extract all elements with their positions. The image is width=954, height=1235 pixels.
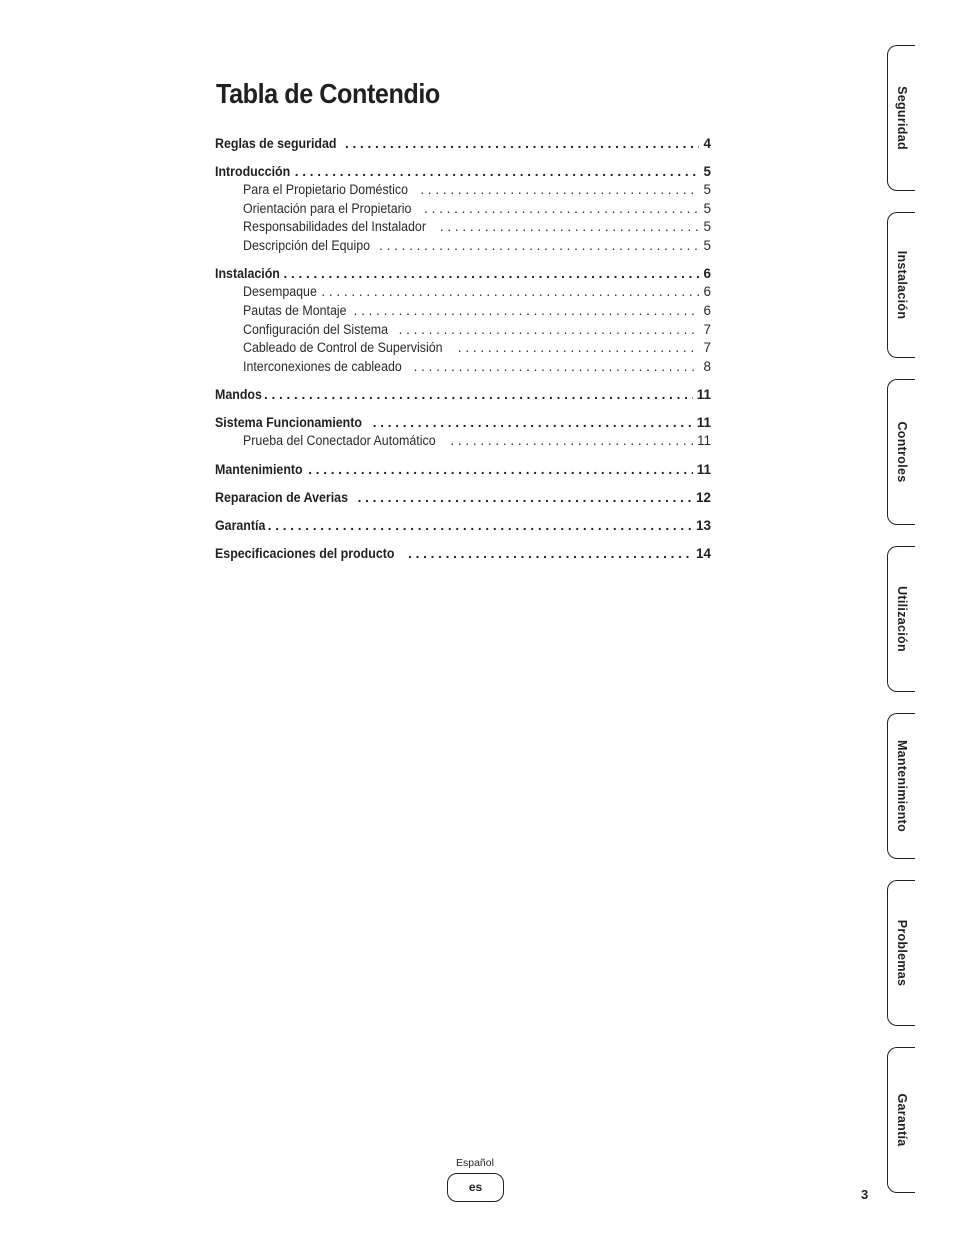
toc-subentry-page: 5 [703, 200, 711, 216]
toc-subentry[interactable] [215, 283, 711, 302]
toc-subentry[interactable] [215, 302, 711, 321]
toc-subentry-label: Pautas de Montaje [243, 302, 347, 318]
dot-leader [450, 432, 693, 451]
toc-section [215, 264, 711, 376]
toc-entry-page: 6 [703, 266, 711, 282]
toc-entry[interactable] [215, 488, 711, 507]
tab-label: Instalación [894, 250, 909, 320]
dot-leader [358, 488, 692, 507]
dot-leader [440, 218, 700, 237]
language-name: Español [456, 1157, 494, 1169]
tab-instalacion[interactable] [887, 212, 915, 358]
toc-subentry-label: Prueba del Conectador Automático [243, 433, 436, 449]
toc-entry[interactable] [215, 413, 711, 432]
toc-subentry-page: 7 [703, 340, 711, 356]
dot-leader [354, 302, 700, 321]
tab-utilizacion[interactable] [887, 546, 915, 692]
table-of-contents [215, 134, 711, 572]
tab-problemas[interactable] [887, 880, 915, 1026]
toc-entry-page: 11 [696, 387, 711, 403]
toc-entry[interactable] [215, 460, 711, 479]
toc-entry[interactable] [215, 134, 711, 153]
tab-mantenimiento[interactable] [887, 713, 915, 859]
dot-leader [414, 358, 700, 377]
toc-subentry-label: Desempaque [243, 284, 317, 300]
toc-subentry-page: 11 [696, 433, 711, 449]
toc-section [215, 385, 711, 404]
toc-entry-label: Garantía [215, 517, 266, 533]
toc-section [215, 488, 711, 507]
page-number: 3 [861, 1187, 869, 1202]
toc-subentry[interactable] [215, 181, 711, 200]
tab-controles[interactable] [887, 379, 915, 525]
toc-subentry-label: Responsabilidades del Instalador [243, 219, 426, 235]
toc-section [215, 544, 711, 563]
toc-subentry-label: Cableado de Control de Supervisión [243, 340, 443, 356]
toc-entry[interactable] [215, 544, 711, 563]
toc-section [215, 413, 711, 451]
toc-entry-page: 5 [703, 164, 711, 179]
toc-subentry[interactable] [215, 358, 711, 377]
toc-subentry[interactable] [215, 339, 711, 358]
tab-label: Utilización [894, 586, 909, 652]
dot-leader [408, 544, 692, 563]
toc-entry-page: 11 [696, 461, 711, 477]
dot-leader [268, 516, 692, 535]
toc-subentry-label: Orientación para el Propietario [243, 200, 412, 216]
toc-subentry-page: 7 [703, 321, 711, 337]
toc-entry-label: Reglas de seguridad [215, 136, 337, 151]
toc-entry-label: Mantenimiento [215, 461, 303, 477]
toc-subentry[interactable] [215, 218, 711, 237]
tab-label: Controles [894, 421, 909, 483]
toc-subentry-label: Configuración del Sistema [243, 321, 388, 337]
toc-subentry-page: 5 [703, 219, 711, 235]
toc-entry-page: 12 [695, 489, 711, 505]
toc-subentry[interactable] [215, 321, 711, 340]
tab-label: Seguridad [894, 86, 909, 150]
toc-subentry[interactable] [215, 200, 711, 219]
toc-entry-label: Sistema Funcionamiento [215, 415, 362, 431]
toc-entry-page: 13 [695, 517, 711, 533]
tab-label: Garantía [894, 1093, 909, 1147]
dot-leader [284, 264, 700, 283]
toc-section [215, 162, 711, 255]
dot-leader [308, 460, 692, 479]
toc-entry-label: Reparacion de Averias [215, 489, 349, 505]
toc-subentry-label: Descripción del Equipo [243, 237, 371, 253]
dot-leader [420, 181, 699, 200]
toc-subentry-page: 6 [703, 302, 711, 318]
toc-entry-label: Especificaciones del producto [215, 545, 395, 561]
toc-entry[interactable] [215, 385, 711, 404]
toc-subentry-page: 8 [703, 358, 711, 374]
toc-subentry-page: 6 [703, 284, 711, 300]
toc-subentry[interactable] [215, 432, 711, 451]
dot-leader [264, 385, 693, 404]
language-code-badge[interactable]: es [447, 1173, 504, 1202]
dot-leader [458, 339, 700, 358]
toc-section [215, 134, 711, 153]
tab-label: Mantenimiento [894, 739, 909, 833]
dot-leader [321, 283, 699, 302]
toc-subentry-page: 5 [703, 182, 711, 197]
page-title: Tabla de Contendio [216, 78, 440, 109]
dot-leader [399, 321, 700, 340]
dot-leader [373, 413, 693, 432]
toc-subentry-label: Para el Propietario Doméstico [243, 182, 408, 197]
toc-entry-label: Mandos [215, 387, 262, 403]
toc-section [215, 460, 711, 479]
toc-subentry-page: 5 [703, 237, 711, 253]
toc-entry[interactable] [215, 162, 711, 181]
tab-seguridad[interactable] [887, 45, 915, 191]
toc-subentry[interactable] [215, 237, 711, 256]
toc-subentry-label: Interconexiones de cableado [243, 358, 402, 374]
toc-entry[interactable] [215, 264, 711, 283]
dot-leader [345, 134, 699, 153]
tab-label: Problemas [894, 919, 909, 987]
toc-entry-page: 4 [703, 136, 711, 151]
tab-garantia[interactable] [887, 1047, 915, 1193]
dot-leader [295, 162, 700, 181]
toc-entry-label: Instalación [215, 266, 280, 282]
toc-entry-page: 14 [695, 545, 711, 561]
toc-entry[interactable] [215, 516, 711, 535]
toc-entry-label: Introducción [215, 164, 291, 179]
dot-leader [379, 237, 699, 256]
dot-leader [424, 200, 699, 219]
toc-section [215, 516, 711, 535]
toc-entry-page: 11 [696, 415, 711, 431]
